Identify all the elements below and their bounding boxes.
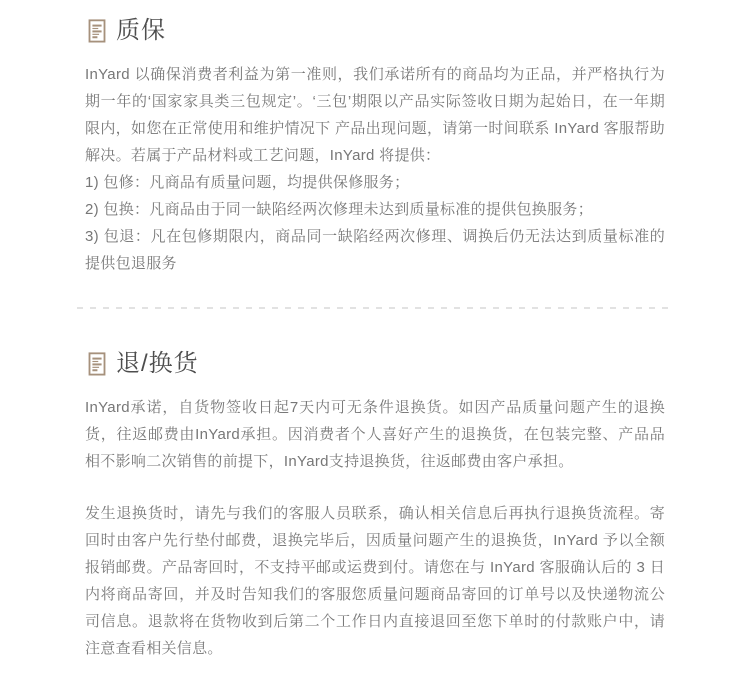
warranty-policy-list: [85, 169, 665, 277]
returns-paragraph-1: InYard承诺，自货物签收日起7天内可无条件退换货。如因产品质量问题产生的退换货，往返邮费由InYard承担。因消费者个人喜好产生的退换货，在包装完整、产品品相不影响二次销售的前提下，InYard支持退换货，往返邮费由客户承担。: [85, 399, 665, 470]
warranty-paragraph: InYard 以确保消费者利益为第一准则，我们承诺所有的商品均为正品，并严格执行为期一年的‘国家家具类三包规定’。‘三包’期限以产品实际签收日期为起始日，在一年期限内，如您在正常使用和维护情况下 产品出现问题，请第一时间联系 InYard 客服帮助解决。若属于产品材料或工艺问题，InYard 将提供：: [85, 66, 665, 164]
section-warranty: [85, 16, 665, 277]
warranty-list-item: 2) 包换：凡商品由于同一缺陷经两次修理未达到质量标准的提供包换服务；: [85, 201, 594, 218]
returns-section-header: [87, 349, 665, 379]
section-returns: [85, 349, 665, 662]
warranty-list-item: 3) 包退：凡在包修期限内，商品同一缺陷经两次修理、调换后仍无法达到质量标准的提供包退服务: [85, 228, 665, 272]
returns-section-title: 退/换货: [116, 350, 199, 377]
warranty-section-title: 质保: [116, 17, 166, 44]
returns-paragraph-2: 发生退换货时，请先与我们的客服人员联系，确认相关信息后再执行退换货流程。寄回时由客户先行垫付邮费，退换完毕后，因质量问题产生的退换货，InYard 予以全额报销邮费。产品寄回时，不支持平邮或运费到付。请您在与 InYard 客服确认后的 3 日内将商品寄回，并及时告知我们的客服您质量问题商品寄回的订单号以及快递物流公司信息。退款将在货物收到后第二个工作日内直接退回至您下单时的付款账户中，请注意查看相关信息。: [85, 505, 665, 657]
warranty-list-item: 1) 包修：凡商品有质量问题，均提供保修服务；: [85, 174, 410, 191]
warranty-section-header: [87, 16, 665, 46]
document-lines-icon: [87, 351, 107, 377]
document-lines-icon: [87, 18, 107, 44]
section-divider: [77, 307, 673, 309]
